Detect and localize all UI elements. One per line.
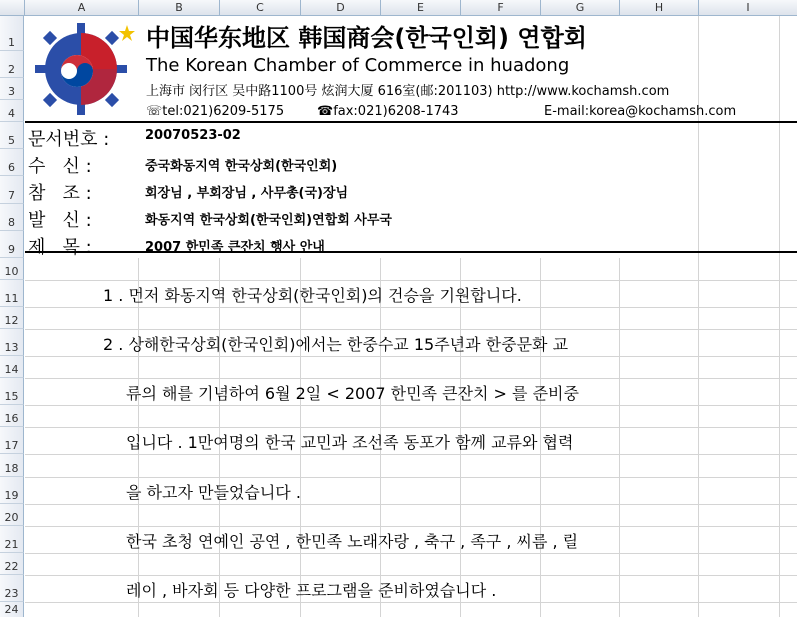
sender-value[interactable]: 화동지역 한국상회(한국인회)연합회 사무국 [145,213,392,228]
row-header-9[interactable]: 9 [0,231,24,258]
row-header-14[interactable]: 14 [0,356,24,378]
address-line: 上海市 闵行区 吴中路1100号 炫润大厦 616室(邮:201103) http://www.kochamsh.com [146,84,670,99]
chamber-logo [27,17,135,119]
column-header-b[interactable]: B [139,0,220,15]
recipient-label: 수 신 : [28,156,92,177]
row-header-4[interactable]: 4 [0,100,24,122]
row-header-20[interactable]: 20 [0,504,24,526]
row-header-8[interactable]: 8 [0,204,24,231]
recipient-value[interactable]: 중국화동지역 한국상회(한국인회) [145,159,338,174]
row-header-23[interactable]: 23 [0,575,24,602]
sender-label: 발 신 : [28,210,92,231]
row-header-1[interactable]: 1 [0,16,24,51]
column-header-bar [0,0,797,16]
body-line-5[interactable]: 을 하고자 만들었습니다 . [126,483,301,502]
subject-label: 제 목 : [28,237,92,258]
taegeuk-icon [61,55,93,87]
body-line-4[interactable]: 입니다 . 1만여명의 한국 교민과 조선족 동포가 함께 교류와 협력 [126,433,574,452]
header-divider-top [25,121,797,123]
column-header-c[interactable]: C [220,0,301,15]
column-header-a[interactable]: A [25,0,139,15]
row-header-21[interactable]: 21 [0,526,24,553]
title-english: The Korean Chamber of Commerce in huadong [146,55,570,76]
body-line-7[interactable]: 레이 , 바자회 등 다양한 프로그램을 준비하였습니다 . [126,581,497,600]
row-header-19[interactable]: 19 [0,477,24,504]
row-header-12[interactable]: 12 [0,307,24,329]
row-header-24[interactable]: 24 [0,602,24,617]
fax-line: ☎fax:021)6208-1743 [317,104,459,119]
row-header-18[interactable]: 18 [0,454,24,477]
body-line-3[interactable]: 류의 해를 기념하여 6월 2일 < 2007 한민족 큰잔치 > 를 준비중 [126,384,579,403]
subject-value[interactable]: 2007 한민족 큰잔치 행사 안내 [145,240,325,255]
doc-number-label: 문서번호 : [28,129,110,150]
tel-line: ☏tel:021)6209-5175 [146,104,285,119]
column-header-g[interactable]: G [541,0,620,15]
row-header-5[interactable]: 5 [0,122,24,149]
reference-value[interactable]: 회장님 , 부회장님 , 사무총(국)장님 [145,186,349,201]
row-header-15[interactable]: 15 [0,378,24,405]
column-header-i[interactable]: I [746,1,750,14]
column-header-d[interactable]: D [301,0,381,15]
reference-label: 참 조 : [28,183,92,204]
row-header-16[interactable]: 16 [0,405,24,427]
doc-number-value[interactable]: 20070523-02 [145,128,241,143]
row-header-7[interactable]: 7 [0,176,24,204]
row-header-22[interactable]: 22 [0,553,24,575]
row-header-11[interactable]: 11 [0,280,24,307]
row-header-2[interactable]: 2 [0,51,24,78]
row-header-13[interactable]: 13 [0,329,24,356]
body-line-2[interactable]: 2 . 상해한국상회(한국인회)에서는 한중수교 15주년과 한중문화 교 [103,335,569,354]
select-all-corner[interactable] [0,0,25,15]
row-header-10[interactable]: 10 [0,258,24,280]
header-divider-bottom [25,251,797,253]
body-line-6[interactable]: 한국 초청 연예인 공연 , 한민족 노래자랑 , 축구 , 족구 , 씨름 , 릴 [126,532,579,551]
email-line: E-mail:korea@kochamsh.com [544,104,737,119]
row-header-3[interactable]: 3 [0,78,24,100]
body-line-1[interactable]: 1 . 먼저 화동지역 한국상회(한국인회)의 건승을 기원합니다. [103,286,522,305]
column-header-f[interactable]: F [461,0,541,15]
title-chinese: 中国华东地区 韩国商会(한국인회) 연합회 [146,24,587,52]
column-header-e[interactable]: E [381,0,461,15]
row-header-17[interactable]: 17 [0,427,24,454]
row-header-6[interactable]: 6 [0,149,24,176]
column-header-h[interactable]: H [620,0,699,15]
